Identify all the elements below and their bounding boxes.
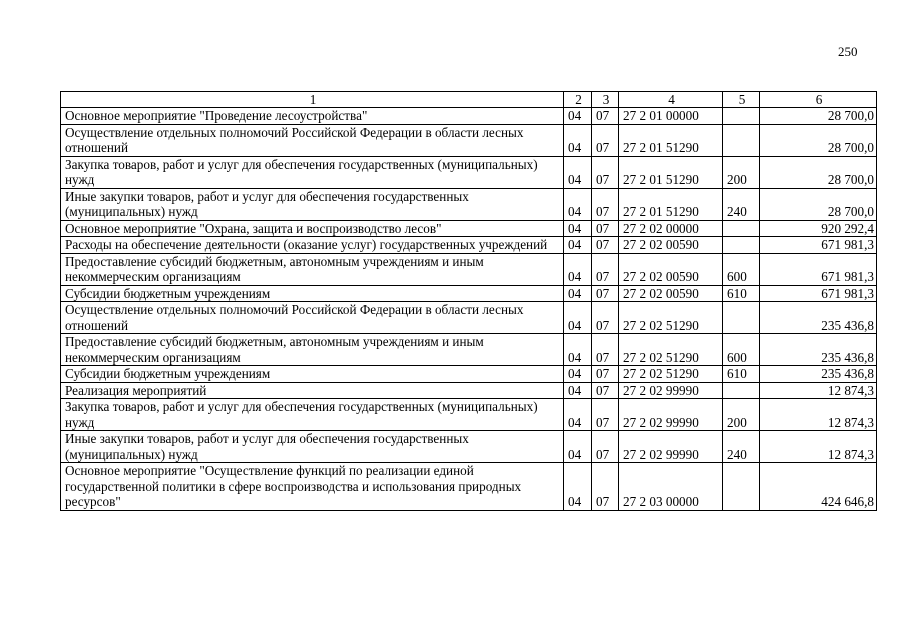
table-row xyxy=(61,366,877,383)
row-target-article: 27 2 01 51290 xyxy=(619,124,723,156)
table-row xyxy=(61,431,877,463)
table-row xyxy=(61,382,877,399)
row-section: 04 xyxy=(564,382,592,399)
header-col-5: 5 xyxy=(723,92,760,108)
row-amount: 671 981,3 xyxy=(760,253,877,285)
table-row xyxy=(61,302,877,334)
row-target-article: 27 2 02 99990 xyxy=(619,399,723,431)
row-target-article: 27 2 01 51290 xyxy=(619,188,723,220)
row-target-article: 27 2 02 00590 xyxy=(619,285,723,302)
row-section: 04 xyxy=(564,399,592,431)
row-name: Иные закупки товаров, работ и услуг для обеспечения государственных (муниципальных) нужд xyxy=(61,188,564,220)
row-section: 04 xyxy=(564,124,592,156)
table-row xyxy=(61,124,877,156)
table-row xyxy=(61,399,877,431)
row-expense-type: 600 xyxy=(723,253,760,285)
row-name: Субсидии бюджетным учреждениям xyxy=(61,285,564,302)
row-amount: 235 436,8 xyxy=(760,366,877,383)
row-subsection: 07 xyxy=(592,366,619,383)
row-target-article: 27 2 02 00590 xyxy=(619,237,723,254)
row-amount: 235 436,8 xyxy=(760,302,877,334)
row-expense-type xyxy=(723,382,760,399)
row-amount: 235 436,8 xyxy=(760,334,877,366)
row-target-article: 27 2 02 99990 xyxy=(619,382,723,399)
row-expense-type: 200 xyxy=(723,156,760,188)
row-name: Основное мероприятие "Осуществление функций по реализации единой государственной политики в сфере воспроизводства и использования природных ресурсов" xyxy=(61,463,564,511)
row-section: 04 xyxy=(564,253,592,285)
header-col-3: 3 xyxy=(592,92,619,108)
row-subsection: 07 xyxy=(592,156,619,188)
row-section: 04 xyxy=(564,302,592,334)
row-expense-type: 240 xyxy=(723,431,760,463)
row-subsection: 07 xyxy=(592,237,619,254)
row-subsection: 07 xyxy=(592,463,619,511)
row-target-article: 27 2 02 99990 xyxy=(619,431,723,463)
table-row xyxy=(61,334,877,366)
row-name: Осуществление отдельных полномочий Российской Федерации в области лесных отношений xyxy=(61,302,564,334)
row-target-article: 27 2 01 00000 xyxy=(619,108,723,125)
row-expense-type: 240 xyxy=(723,188,760,220)
row-subsection: 07 xyxy=(592,108,619,125)
row-section: 04 xyxy=(564,156,592,188)
row-section: 04 xyxy=(564,366,592,383)
table-row xyxy=(61,108,877,125)
header-col-4: 4 xyxy=(619,92,723,108)
row-amount: 28 700,0 xyxy=(760,188,877,220)
row-section: 04 xyxy=(564,108,592,125)
row-section: 04 xyxy=(564,188,592,220)
row-amount: 920 292,4 xyxy=(760,220,877,237)
row-amount: 12 874,3 xyxy=(760,399,877,431)
row-name: Иные закупки товаров, работ и услуг для обеспечения государственных (муниципальных) нужд xyxy=(61,431,564,463)
row-target-article: 27 2 03 00000 xyxy=(619,463,723,511)
row-amount: 671 981,3 xyxy=(760,237,877,254)
row-section: 04 xyxy=(564,334,592,366)
row-amount: 28 700,0 xyxy=(760,124,877,156)
row-name: Основное мероприятие "Охрана, защита и воспроизводство лесов" xyxy=(61,220,564,237)
row-name: Осуществление отдельных полномочий Российской Федерации в области лесных отношений xyxy=(61,124,564,156)
table-row xyxy=(61,463,877,511)
row-subsection: 07 xyxy=(592,302,619,334)
table-row xyxy=(61,156,877,188)
table-row xyxy=(61,285,877,302)
row-name: Реализация мероприятий xyxy=(61,382,564,399)
row-name: Закупка товаров, работ и услуг для обеспечения государственных (муниципальных) нужд xyxy=(61,156,564,188)
row-expense-type xyxy=(723,237,760,254)
table-row xyxy=(61,188,877,220)
row-name: Предоставление субсидий бюджетным, автономным учреждениям и иным некоммерческим организациям xyxy=(61,253,564,285)
row-section: 04 xyxy=(564,220,592,237)
row-section: 04 xyxy=(564,285,592,302)
row-expense-type xyxy=(723,108,760,125)
table-row xyxy=(61,220,877,237)
row-expense-type: 610 xyxy=(723,285,760,302)
row-expense-type xyxy=(723,302,760,334)
row-target-article: 27 2 02 51290 xyxy=(619,366,723,383)
row-expense-type xyxy=(723,463,760,511)
row-amount: 28 700,0 xyxy=(760,156,877,188)
row-expense-type xyxy=(723,220,760,237)
row-name: Закупка товаров, работ и услуг для обеспечения государственных (муниципальных) нужд xyxy=(61,399,564,431)
row-expense-type: 610 xyxy=(723,366,760,383)
row-expense-type xyxy=(723,124,760,156)
row-target-article: 27 2 02 51290 xyxy=(619,334,723,366)
row-subsection: 07 xyxy=(592,431,619,463)
row-target-article: 27 2 02 00590 xyxy=(619,253,723,285)
row-subsection: 07 xyxy=(592,253,619,285)
row-name: Основное мероприятие "Проведение лесоустройства" xyxy=(61,108,564,125)
table-row xyxy=(61,237,877,254)
row-subsection: 07 xyxy=(592,220,619,237)
row-amount: 424 646,8 xyxy=(760,463,877,511)
row-target-article: 27 2 02 00000 xyxy=(619,220,723,237)
row-subsection: 07 xyxy=(592,382,619,399)
row-amount: 12 874,3 xyxy=(760,382,877,399)
row-amount: 28 700,0 xyxy=(760,108,877,125)
row-subsection: 07 xyxy=(592,124,619,156)
header-col-2: 2 xyxy=(564,92,592,108)
row-subsection: 07 xyxy=(592,399,619,431)
header-col-6: 6 xyxy=(760,92,877,108)
row-amount: 12 874,3 xyxy=(760,431,877,463)
row-subsection: 07 xyxy=(592,334,619,366)
budget-table xyxy=(60,91,877,511)
row-target-article: 27 2 01 51290 xyxy=(619,156,723,188)
header-row xyxy=(61,92,877,108)
row-expense-type: 200 xyxy=(723,399,760,431)
row-name: Расходы на обеспечение деятельности (оказание услуг) государственных учреждений xyxy=(61,237,564,254)
row-target-article: 27 2 02 51290 xyxy=(619,302,723,334)
row-subsection: 07 xyxy=(592,188,619,220)
table-row xyxy=(61,253,877,285)
row-section: 04 xyxy=(564,431,592,463)
row-amount: 671 981,3 xyxy=(760,285,877,302)
page-number: 250 xyxy=(838,44,858,59)
row-name: Субсидии бюджетным учреждениям xyxy=(61,366,564,383)
row-subsection: 07 xyxy=(592,285,619,302)
row-section: 04 xyxy=(564,237,592,254)
row-expense-type: 600 xyxy=(723,334,760,366)
header-col-1: 1 xyxy=(61,92,564,108)
row-section: 04 xyxy=(564,463,592,511)
row-name: Предоставление субсидий бюджетным, автономным учреждениям и иным некоммерческим организациям xyxy=(61,334,564,366)
